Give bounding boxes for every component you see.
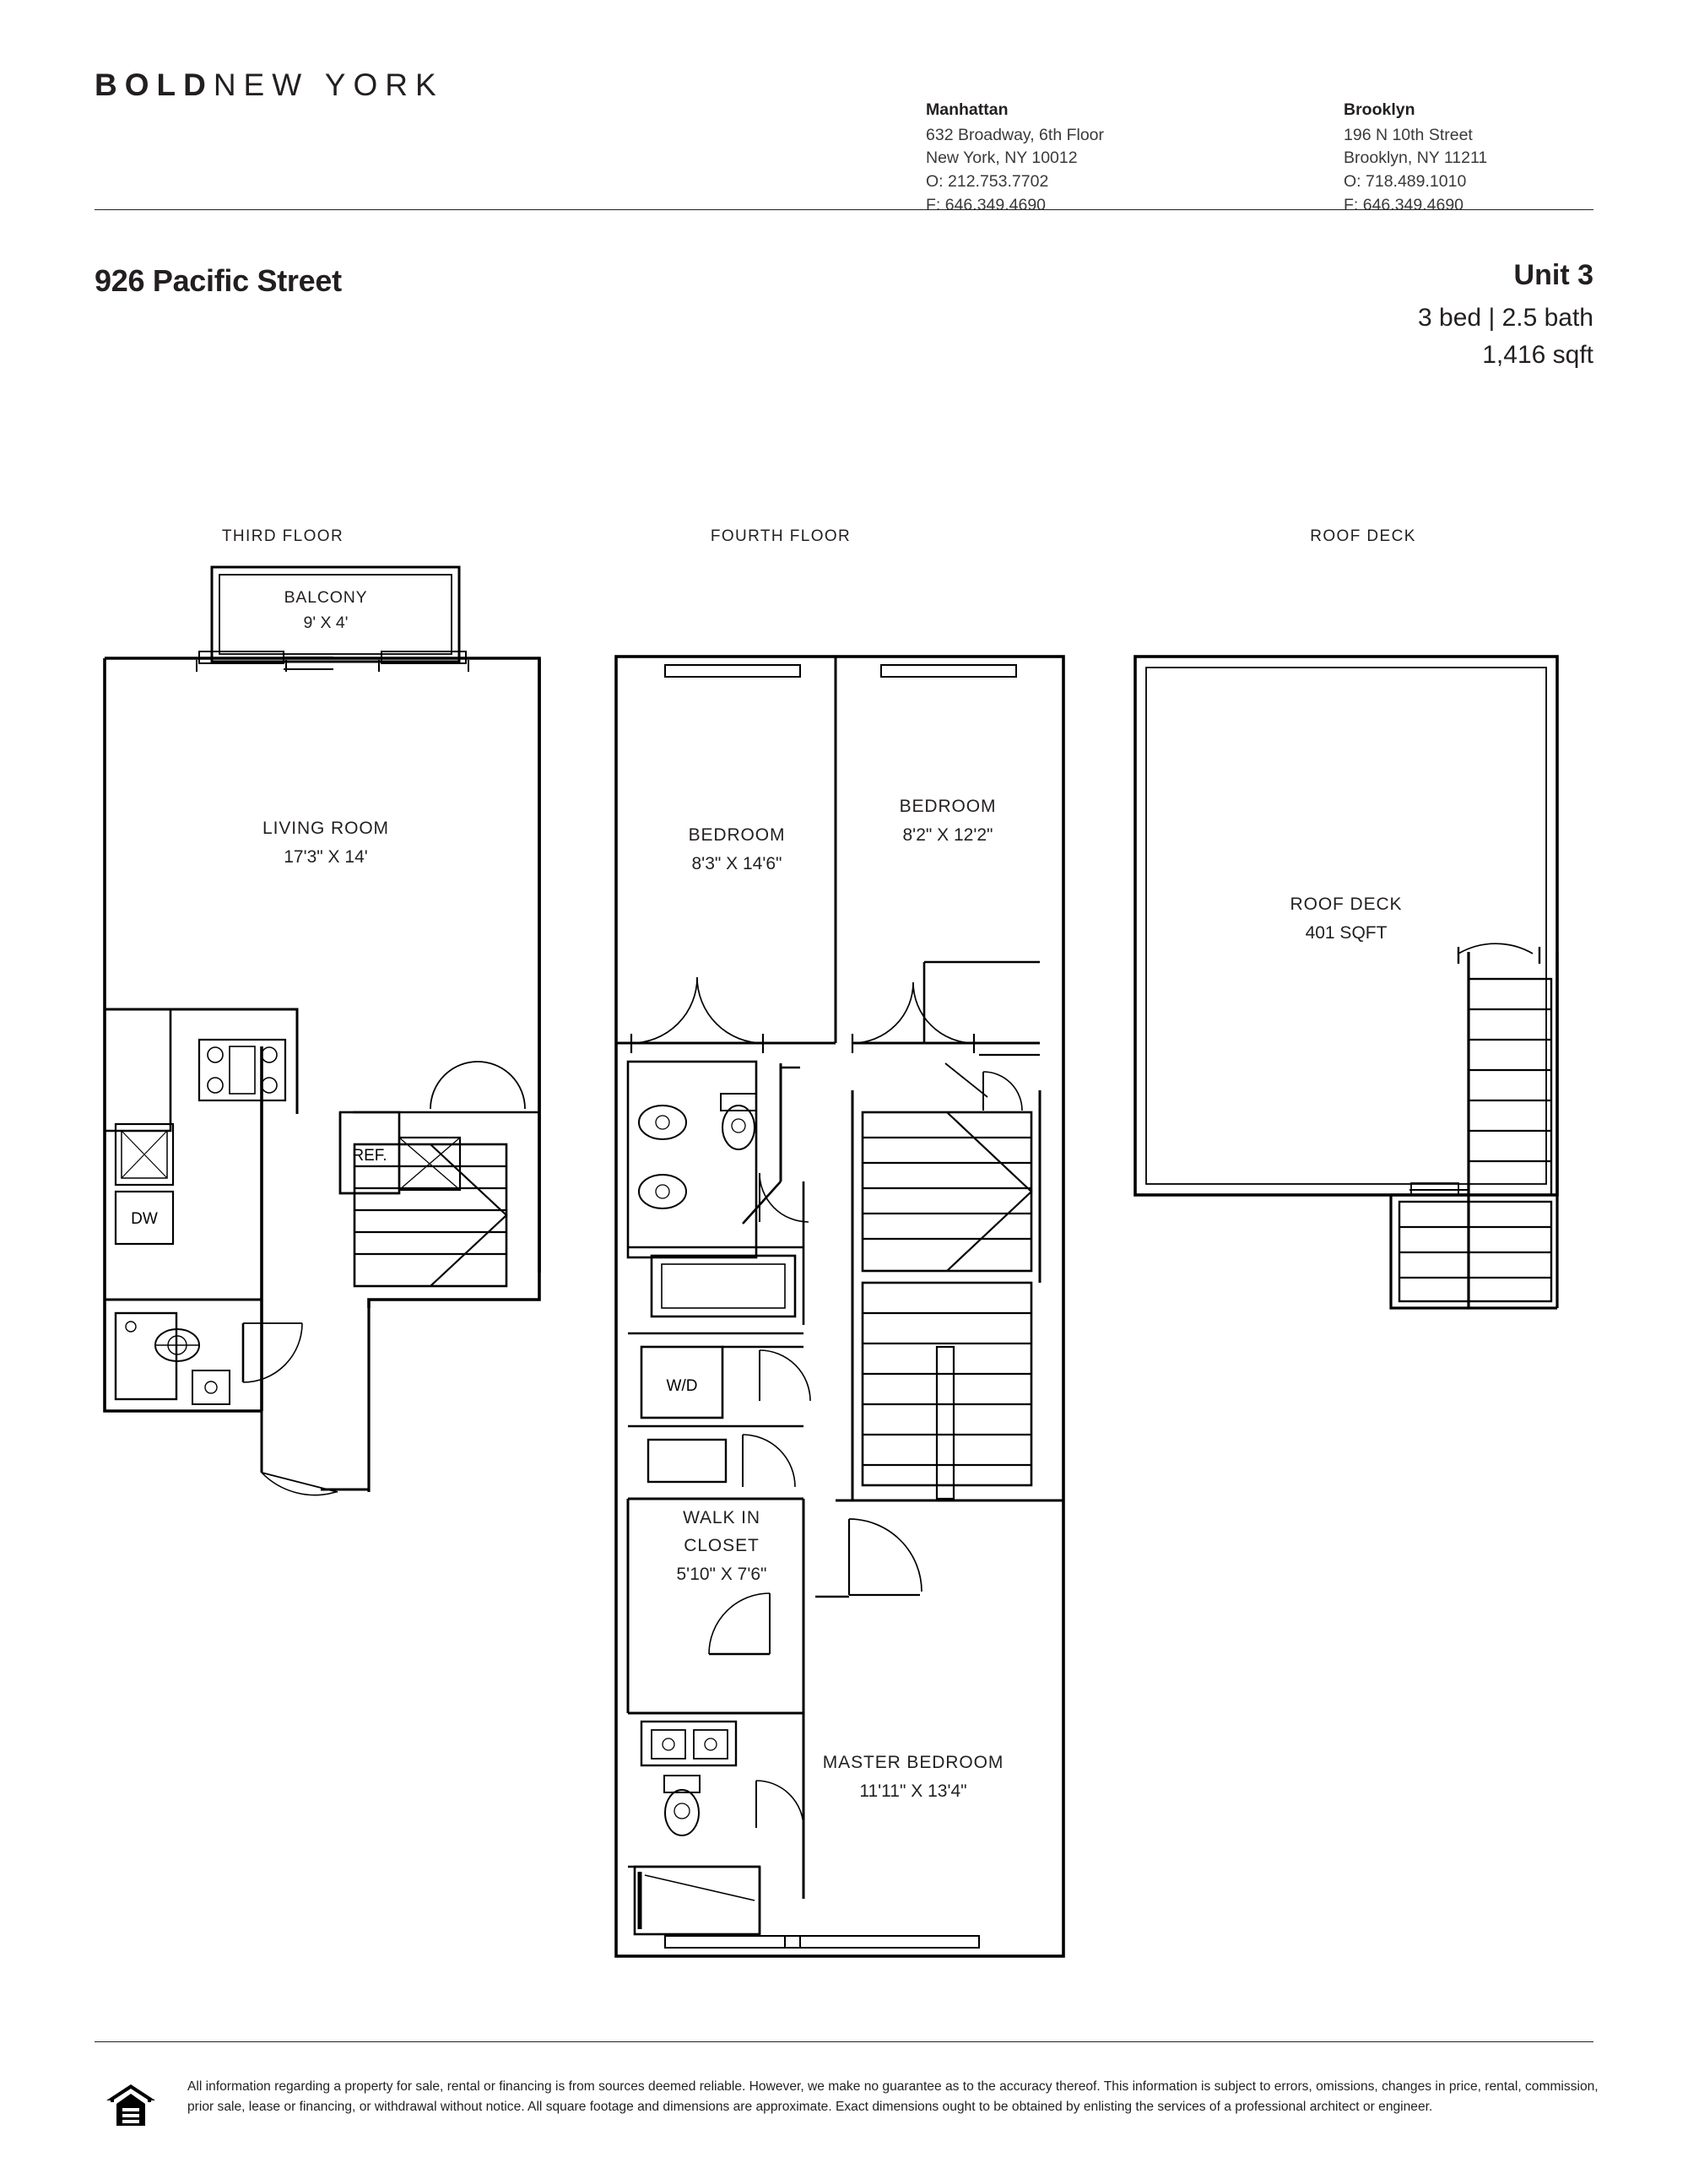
office-brooklyn [1344,99,1487,217]
office-brooklyn-fax: F: 646.349.4690 [1344,195,1464,214]
office-manhattan-address: 632 Broadway, 6th Floor [926,125,1105,144]
unit-beds-baths: 3 bed | 2.5 bath [1418,304,1593,332]
brand-logo-light: NEW YORK [213,68,444,102]
room-label-walk-in-closet-name1: WALK IN [683,1508,760,1527]
office-manhattan-citystate: New York, NY 10012 [926,149,1078,168]
brand-logo-bold: BOLD [95,68,214,102]
page-title: 926 Pacific Street [95,263,342,298]
third-floor-plan [105,567,539,1495]
office-manhattan-phone: O: 212.753.7702 [926,172,1049,192]
header-divider [95,209,1593,210]
equal-housing-opportunity-icon [105,2082,157,2129]
unit-summary [1418,259,1593,373]
office-manhattan-fax: F: 646.349.4690 [926,195,1047,214]
refrigerator-label: REF. [352,1147,387,1165]
floor-label-third: THIRD FLOOR [221,527,344,545]
roof-deck-plan [1135,657,1557,1308]
room-label-roof-deck-name: ROOF DECK [1290,895,1403,914]
brand-logo [95,68,444,103]
room-label-balcony-dims: 9' X 4' [303,614,349,632]
legal-disclaimer: All information regarding a property for sale, rental or financing is from sources deemed reliable. However, we make no guarantee as to the accuracy thereof. This information is subject to errors, omissions, changes in price, rental, commission, prior sale, lease or financing, or withdrawal without notice. All square footage and dimensions are approximate. Exact dimensions ought to be obtained by enlisting the services of a professional architect or engineer. [187,2079,1599,2115]
room-label-master-bedroom-name: MASTER BEDROOM [822,1753,1004,1772]
footer-divider [95,2041,1593,2042]
room-label-bedroom-left-name: BEDROOM [688,825,786,845]
page-header [95,51,1593,214]
floor-label-roof: ROOF DECK [1310,527,1416,545]
room-label-walk-in-closet-name2: CLOSET [684,1536,760,1555]
room-label-living-room-name: LIVING ROOM [262,819,389,838]
floor-label-fourth: FOURTH FLOOR [710,527,852,545]
room-label-bedroom-left-dims: 8'3" X 14'6" [691,854,782,873]
washer-dryer-label: W/D [666,1377,698,1395]
room-label-walk-in-closet-dims: 5'10" X 7'6" [676,1565,767,1584]
unit-number: Unit 3 [1513,259,1593,291]
office-brooklyn-address: 196 N 10th Street [1344,125,1473,144]
room-label-bedroom-right-name: BEDROOM [899,797,997,816]
office-manhattan [926,99,1104,217]
office-brooklyn-phone: O: 718.489.1010 [1344,172,1467,192]
unit-sqft: 1,416 sqft [1482,341,1593,369]
room-label-master-bedroom-dims: 11'11" X 13'4" [859,1781,967,1801]
room-label-roof-deck-dims: 401 SQFT [1305,923,1388,943]
dishwasher-label: DW [131,1210,158,1228]
office-manhattan-city: Manhattan [926,100,1009,119]
fourth-floor-plan [616,657,1063,1956]
room-label-bedroom-right-dims: 8'2" X 12'2" [902,825,993,845]
room-label-balcony-name: BALCONY [284,588,368,607]
room-label-living-room-dims: 17'3" X 14' [284,847,368,867]
office-brooklyn-city: Brooklyn [1344,100,1415,119]
office-brooklyn-citystate: Brooklyn, NY 11211 [1344,149,1488,168]
